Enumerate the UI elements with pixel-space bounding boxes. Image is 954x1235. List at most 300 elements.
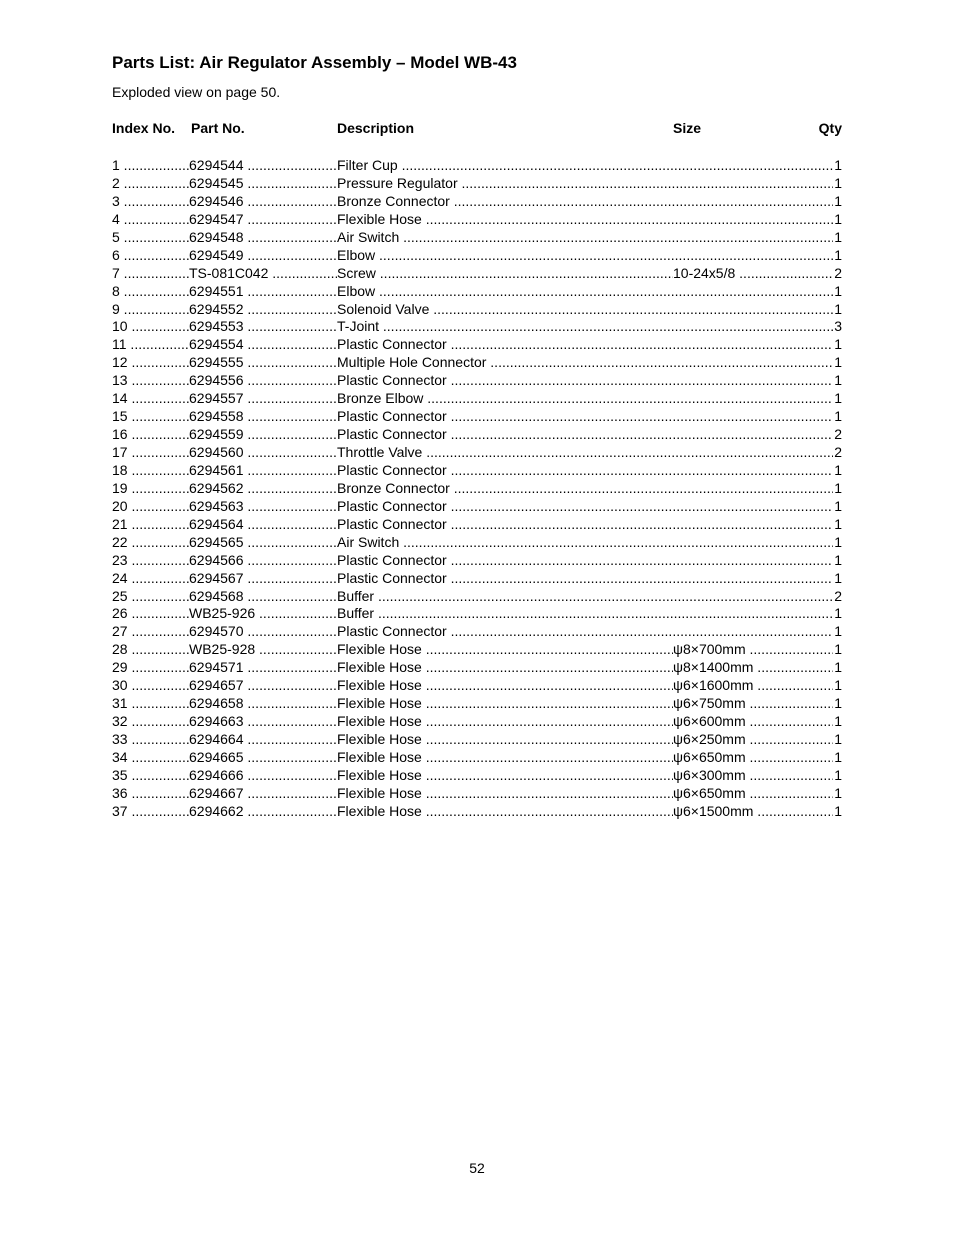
qty-cell-text: 1 [834,695,842,712]
description-cell-text: Buffer [337,587,375,604]
part-cell [189,425,337,443]
description-cell [337,479,833,497]
part-cell [189,192,337,210]
description-cell-text: Plastic Connector [337,336,447,353]
index-cell-text: 7 [112,264,120,281]
size-cell-text: ψ6×750mm [673,695,746,712]
qty-cell-text: 1 [834,623,842,640]
index-cell [112,676,189,694]
part-cell-text: 6294664 [189,731,244,747]
index-cell [112,317,189,335]
part-cell-text: 6294559 [189,426,244,443]
description-cell-text: Throttle Valve [337,444,423,460]
description-cell [337,694,673,712]
table-row [112,317,842,335]
table-row [112,533,842,551]
description-cell-text: Plastic Connector [337,551,447,568]
part-cell-text: 6294553 [189,318,244,335]
description-cell [337,712,673,730]
description-cell [337,569,833,587]
qty-cell [833,479,842,497]
index-cell [112,497,189,515]
description-cell [337,515,833,533]
part-cell-text: 6294562 [189,479,244,496]
size-cell [673,264,833,282]
part-cell-text: 6294552 [189,300,244,317]
size-cell-text: ψ6×650mm [673,748,746,765]
index-cell [112,515,189,533]
description-cell-text: Plastic Connector [337,623,447,640]
part-cell [189,246,337,264]
table-row [112,694,842,712]
index-cell-text: 21 [112,515,128,532]
qty-cell [833,640,842,658]
size-cell-text: ψ6×650mm [673,784,746,801]
part-cell [189,533,337,551]
index-cell-text: 26 [112,605,128,622]
part-cell-text: 6294551 [189,282,244,299]
part-cell [189,587,337,605]
table-row [112,407,842,425]
index-cell [112,587,189,605]
description-cell [337,282,833,300]
index-cell [112,443,189,461]
part-cell-text: 6294571 [189,659,244,676]
index-cell [112,335,189,353]
header-size: Size [673,120,702,136]
index-cell [112,246,189,264]
description-cell-text: Flexible Hose [337,748,422,765]
part-cell-text: 6294666 [189,766,244,783]
part-cell [189,282,337,300]
qty-cell [833,730,842,748]
qty-cell-text: 1 [834,210,842,227]
index-cell-text: 29 [112,659,128,676]
index-cell [112,802,189,820]
description-cell [337,730,673,748]
table-row [112,246,842,264]
part-cell [189,389,337,407]
qty-cell-text: 1 [834,372,842,389]
header-part: Part No. [191,120,245,136]
size-cell [673,712,833,730]
index-cell-text: 27 [112,623,128,640]
table-body [112,156,842,820]
index-cell-text: 16 [112,426,128,443]
description-cell-text: Flexible Hose [337,713,422,730]
table-row [112,676,842,694]
part-cell-text: 6294557 [189,390,244,407]
description-cell [337,425,833,443]
index-cell [112,640,189,658]
qty-cell [833,461,842,479]
qty-cell [833,712,842,730]
part-cell [189,174,337,192]
index-cell [112,353,189,371]
index-cell [112,730,189,748]
qty-cell-text: 1 [834,336,842,353]
qty-cell [833,587,842,605]
part-cell [189,694,337,712]
description-cell [337,533,833,551]
description-cell [337,766,673,784]
table-row [112,425,842,443]
part-cell-text: 6294657 [189,677,244,694]
size-cell [673,658,833,676]
index-cell-text: 1 [112,157,120,173]
part-cell [189,569,337,587]
index-cell [112,192,189,210]
table-row [112,784,842,802]
description-cell [337,264,673,282]
description-cell [337,389,833,407]
qty-cell-text: 1 [834,551,842,568]
description-cell-text: Plastic Connector [337,408,447,425]
qty-cell-text: 1 [834,461,842,478]
index-cell-text: 30 [112,677,128,694]
size-cell [673,730,833,748]
description-cell [337,300,833,318]
index-cell [112,461,189,479]
qty-cell [833,676,842,694]
qty-cell-text: 3 [834,318,842,335]
description-cell [337,335,833,353]
parts-table [112,120,842,820]
description-cell-text: Screw [337,264,376,281]
index-cell [112,425,189,443]
qty-cell-text: 1 [834,479,842,496]
description-cell [337,748,673,766]
index-cell [112,264,189,282]
size-cell-text: 10-24x5/8 [673,264,736,281]
qty-cell [833,174,842,192]
part-cell [189,407,337,425]
part-cell-text: 6294658 [189,695,244,712]
part-cell [189,479,337,497]
part-cell [189,784,337,802]
index-cell-text: 23 [112,551,128,568]
qty-cell-text: 2 [834,264,842,281]
table-row [112,174,842,192]
description-cell-text: Plastic Connector [337,569,447,586]
description-cell-text: Flexible Hose [337,731,422,747]
part-cell [189,335,337,353]
description-cell-text: Multiple Hole Connector [337,354,487,371]
part-cell-text: 6294556 [189,372,244,389]
size-cell-text: ψ6×250mm [673,731,746,747]
part-cell [189,604,337,622]
description-cell-text: Plastic Connector [337,461,447,478]
part-cell-text: 6294544 [189,157,244,173]
description-cell [337,604,833,622]
description-cell-text: Flexible Hose [337,210,422,227]
qty-cell [833,497,842,515]
qty-cell [833,335,842,353]
part-cell-text: 6294566 [189,551,244,568]
part-cell-text: WB25-926 [189,605,256,622]
table-row [112,730,842,748]
part-cell [189,748,337,766]
description-cell-text: Plastic Connector [337,372,447,389]
qty-cell-text: 1 [834,677,842,694]
index-cell-text: 3 [112,192,120,209]
description-cell-text: T-Joint [337,318,380,335]
part-cell-text: 6294547 [189,210,244,227]
index-cell [112,551,189,569]
index-cell [112,658,189,676]
part-cell [189,497,337,515]
description-cell [337,371,833,389]
description-cell [337,407,833,425]
table-row [112,479,842,497]
part-cell [189,300,337,318]
part-cell-text: WB25-928 [189,641,256,658]
index-cell [112,156,189,174]
qty-cell-text: 1 [834,533,842,550]
index-cell-text: 34 [112,748,128,765]
description-cell [337,443,833,461]
part-cell [189,156,337,174]
qty-cell-text: 1 [834,300,842,317]
part-cell-text: 6294663 [189,713,244,730]
qty-cell-text: 1 [834,766,842,783]
qty-cell-text: 1 [834,659,842,676]
index-cell-text: 32 [112,713,128,730]
part-cell [189,551,337,569]
qty-cell-text: 1 [834,515,842,532]
size-cell [673,640,833,658]
size-cell-text: ψ8×1400mm [673,659,754,676]
index-cell-text: 5 [112,228,120,245]
part-cell [189,317,337,335]
size-cell [673,748,833,766]
description-cell-text: Solenoid Valve [337,300,430,317]
table-row [112,748,842,766]
index-cell-text: 9 [112,300,120,317]
qty-cell-text: 1 [834,354,842,371]
header-description: Description [337,120,415,136]
qty-cell [833,622,842,640]
qty-cell-text: 2 [834,426,842,443]
index-cell [112,371,189,389]
description-cell-text: Plastic Connector [337,497,447,514]
description-cell-text: Bronze Connector [337,192,450,209]
description-cell [337,551,833,569]
qty-cell [833,604,842,622]
description-cell [337,658,673,676]
index-cell-text: 13 [112,372,128,389]
qty-cell [833,407,842,425]
description-cell-text: Bronze Connector [337,479,450,496]
index-cell [112,389,189,407]
index-cell [112,784,189,802]
description-cell-text: Buffer [337,605,375,622]
size-cell [673,694,833,712]
description-cell-text: Flexible Hose [337,695,422,712]
index-cell-text: 15 [112,408,128,425]
part-cell [189,766,337,784]
table-row [112,282,842,300]
description-cell-text: Pressure Regulator [337,174,458,191]
part-cell-text: 6294554 [189,336,244,353]
description-cell-text: Flexible Hose [337,659,422,676]
qty-cell [833,317,842,335]
index-cell [112,533,189,551]
index-cell-text: 2 [112,174,120,191]
qty-cell-text: 1 [834,390,842,407]
description-cell-text: Bronze Elbow [337,390,424,407]
index-cell [112,300,189,318]
part-cell [189,622,337,640]
part-cell-text: 6294545 [189,174,244,191]
size-cell [673,802,833,820]
part-cell-text: 6294662 [189,802,244,819]
qty-cell [833,658,842,676]
size-cell-text: ψ6×1500mm [673,802,754,819]
qty-cell-text: 1 [834,605,842,622]
part-cell [189,802,337,820]
description-cell [337,317,833,335]
qty-cell-text: 2 [834,587,842,604]
description-cell [337,587,833,605]
table-row [112,371,842,389]
qty-cell [833,569,842,587]
description-cell [337,676,673,694]
description-cell [337,461,833,479]
table-row [112,497,842,515]
description-cell-text: Flexible Hose [337,641,422,658]
description-cell-text: Flexible Hose [337,784,422,801]
size-cell [673,784,833,802]
qty-cell-text: 1 [834,174,842,191]
qty-cell-text: 1 [834,228,842,245]
size-cell [673,766,833,784]
index-cell [112,282,189,300]
qty-cell-text: 1 [834,713,842,730]
table-row [112,156,842,174]
index-cell-text: 25 [112,587,128,604]
part-cell [189,264,337,282]
index-cell [112,407,189,425]
index-cell [112,712,189,730]
qty-cell [833,443,842,461]
table-row [112,389,842,407]
table-row [112,802,842,820]
qty-cell [833,802,842,820]
qty-cell [833,766,842,784]
index-cell-text: 12 [112,354,128,371]
index-cell-text: 31 [112,695,128,712]
page-number: 52 [469,1160,485,1176]
description-cell-text: Filter Cup [337,157,398,173]
part-cell [189,461,337,479]
table-row [112,622,842,640]
description-cell-text: Elbow [337,246,376,263]
description-cell [337,802,673,820]
description-cell [337,622,833,640]
index-cell-text: 22 [112,533,128,550]
description-cell-text: Air Switch [337,228,400,245]
qty-cell [833,192,842,210]
index-cell [112,569,189,587]
size-cell-text: ψ8×700mm [673,641,746,658]
index-cell-text: 33 [112,731,128,747]
size-cell-text: ψ6×300mm [673,766,746,783]
index-cell-text: 28 [112,641,128,658]
part-cell-text: 6294546 [189,192,244,209]
description-cell [337,497,833,515]
index-cell-text: 35 [112,766,128,783]
description-cell [337,353,833,371]
index-cell [112,622,189,640]
qty-cell [833,748,842,766]
qty-cell-text: 1 [834,802,842,819]
table-header [112,120,842,156]
qty-cell-text: 1 [834,784,842,801]
table-row [112,515,842,533]
part-cell-text: 6294565 [189,533,244,550]
size-cell-text: ψ6×1600mm [673,677,754,694]
part-cell-text: 6294555 [189,354,244,371]
qty-cell [833,300,842,318]
description-cell [337,246,833,264]
qty-cell [833,425,842,443]
table-row [112,335,842,353]
part-cell [189,371,337,389]
table-row [112,766,842,784]
table-row [112,264,842,282]
index-cell-text: 14 [112,390,128,407]
table-row [112,210,842,228]
index-cell [112,174,189,192]
index-cell [112,479,189,497]
index-cell-text: 4 [112,210,120,227]
description-cell [337,174,833,192]
description-cell [337,228,833,246]
qty-cell [833,246,842,264]
part-cell [189,210,337,228]
page-subtitle: Exploded view on page 50. [112,84,281,100]
part-cell-text: TS-081C042 [189,264,269,281]
qty-cell [833,515,842,533]
qty-cell [833,389,842,407]
index-cell [112,694,189,712]
part-cell [189,443,337,461]
qty-cell-text: 1 [834,748,842,765]
index-cell-text: 10 [112,318,128,335]
index-cell-text: 11 [112,336,127,353]
part-cell [189,515,337,533]
index-cell [112,766,189,784]
index-cell-text: 17 [112,444,128,460]
part-cell-text: 6294567 [189,569,244,586]
qty-cell-text: 1 [834,246,842,263]
index-cell [112,748,189,766]
description-cell [337,156,833,174]
table-row [112,192,842,210]
size-cell-text: ψ6×600mm [673,713,746,730]
description-cell-text: Elbow [337,282,376,299]
index-cell [112,228,189,246]
description-cell [337,210,833,228]
header-qty: Qty [818,120,842,136]
part-cell [189,640,337,658]
qty-cell [833,371,842,389]
size-cell [673,676,833,694]
part-cell-text: 6294563 [189,497,244,514]
index-cell-text: 36 [112,784,128,801]
qty-cell [833,282,842,300]
